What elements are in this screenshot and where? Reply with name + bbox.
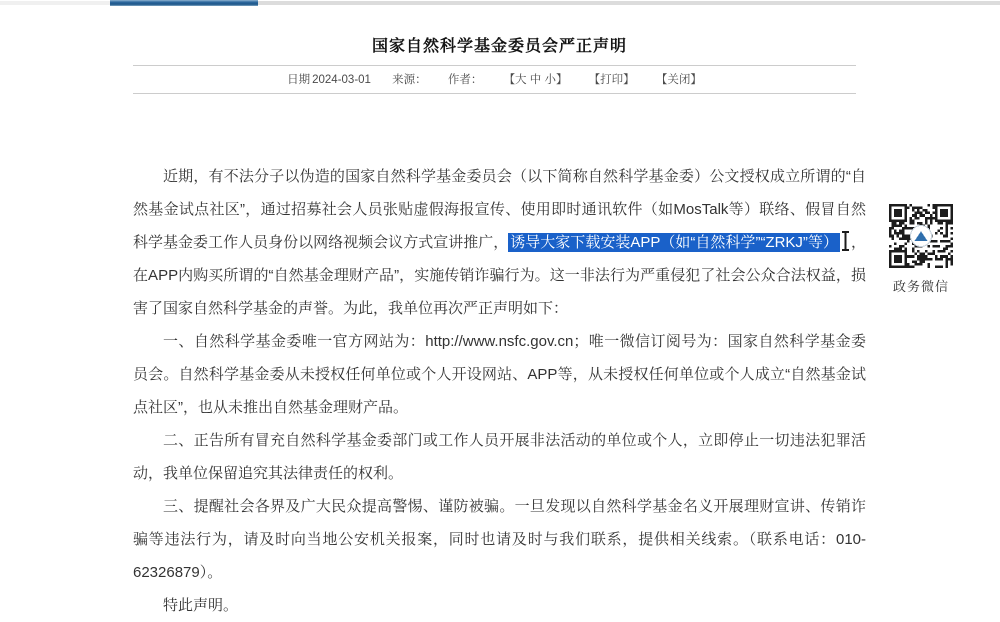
- article-page: [133, 0, 866, 622]
- meta-date-label: 日期: [287, 74, 311, 86]
- meta-author-label: 作者：: [447, 74, 483, 86]
- text-selection-highlight[interactable]: 诱导大家下载安装APP（如“自然科学”“ZRKJ”等）: [510, 234, 838, 251]
- paragraph-intro-text: 近期，有不法分子以伪造的国家自然科学基金委员会（以下简称自然科学基金委）公文授权成立所谓的“自然基金试点社区”，通过招募社会人员张贴虚假海报宣传、使用即时通讯软件（如MosTalk等）联络、假冒自然科学基金委工作人员身份以网络视频会议方式宣讲推广，: [133, 168, 866, 251]
- government-wechat-qr-block: [886, 204, 956, 295]
- paragraph-item-3: 三、提醒社会各界及广大民众提高警惕、谨防被骗。一旦发现以自然科学基金名义开展理财宣讲、传销诈骗等违法行为，请及时向当地公安机关报案，同时也请及时与我们联系，提供相关线索。（联系电话：010-62326879）。: [133, 498, 866, 581]
- article-title: 国家自然科学基金委员会严正声明: [371, 38, 627, 55]
- text-cursor-ibeam: [841, 231, 850, 251]
- paragraph-item-2: 二、正告所有冒充自然科学基金委部门或工作人员开展非法活动的单位或个人，立即停止一切违法犯罪活动，我单位保留追究其法律责任的权利。: [133, 432, 866, 482]
- close-button[interactable]: 【关闭】: [655, 74, 702, 86]
- qr-code-label: 政务微信: [892, 279, 949, 294]
- paragraph-intro: [133, 160, 866, 325]
- paragraph-item-1: 一、自然科学基金委唯一官方网站为：http://www.nsfc.gov.cn；唯一微信订阅号为：国家自然科学基金委员会。自然科学基金委从未授权任何单位或个人开设网站、APP等，从未授权任何单位或个人成立“自然基金试点社区”，也从未推出自然基金理财产品。: [133, 333, 866, 416]
- meta-date-value: 2024-03-01: [312, 74, 371, 86]
- print-button[interactable]: 【打印】: [588, 74, 635, 86]
- paragraph-closing: 特此声明。: [163, 597, 239, 614]
- font-size-control[interactable]: 【大 中 小】: [503, 74, 568, 86]
- meta-source-label: 来源：: [392, 74, 427, 86]
- qr-code-image: [889, 204, 953, 268]
- article-meta-bar: [133, 65, 856, 94]
- tab-progress-track-left: [0, 1, 110, 5]
- paragraph-intro-continued: ，在APP内购买所谓的“自然基金理财产品”，实施传销诈骗行为。这一非法行为严重侵犯了社会公众合法权益，损害了国家自然科学基金的声誉。为此，我单位再次严正声明如下：: [133, 234, 866, 317]
- article-body: [133, 160, 866, 622]
